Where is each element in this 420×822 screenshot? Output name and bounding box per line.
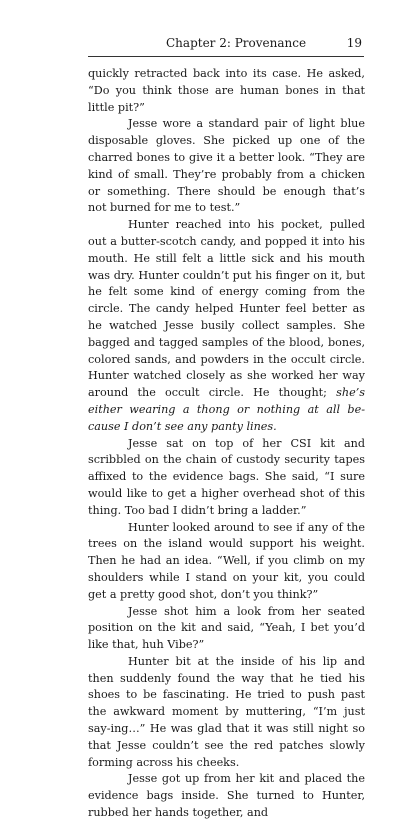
paragraph: Hunter bit at the inside of his lip and then suddenly found the way that he tied his shoes to be fascinating. He tried to push past the awkward moment by muttering, “I’m just say-ing…” He was glad that it was still night so that Jesse couldn’t see the red patches slowly forming across his cheeks. [88,654,365,769]
page-number: 19 [346,36,362,50]
paragraph: Jesse shot him a look from her seated position on the kit and said, “Yeah, I bet you’d like that, huh Vibe?” [88,604,365,652]
italic-thought: she’s either wearing a thong or nothing at all be-cause I don’t see any panty lines. [88,386,365,433]
paragraph-text: Hunter reached into his pocket, pulled out a butter-scotch candy, and popped it into his mouth. He still felt a little sick and his mouth was dry. Hunter couldn’t put his finger on it, but he felt some kind of energy coming from the circle. The candy helped Hunter feel better as he watched Jesse busily collect samples. She bagged and tagged samples of the blood, bones, colored sands, and powders in the occult circle. Hunter watched closely as she worked her way around the occult circle. He thought; [88,218,365,400]
paragraph [88,217,365,435]
paragraph: Jesse wore a standard pair of light blue disposable gloves. She picked up one of the charred bones to give it a better look. “They are kind of small. They’re probably from a chicken or something. There should be enough that’s not burned for me to test.” [88,117,365,215]
paragraph: quickly retracted back into its case. He asked, “Do you think those are human bones in that little pit?” [88,67,365,114]
paragraph: Jesse got up from her kit and placed the evidence bags inside. She turned to Hunter, rubbed her hands together, and [88,772,365,820]
chapter-title: Chapter 2: Provenance [166,36,307,50]
paragraph: Jesse sat on top of her CSI kit and scribbled on the chain of custody security tapes affixed to the evidence bags. She said, “I sure would like to get a higher overhead shot of this thing. Too bad I didn’t bring a ladder.” [88,436,365,517]
header-divider [88,56,364,57]
page-body [88,66,365,822]
paragraph: Hunter looked around to see if any of the trees on the island would support his weight. Then he had an idea. “Well, if you climb on my shoulders while I stand on your kit, you could get a pretty good shot, don’t you think?” [88,520,365,601]
running-header [88,36,362,50]
